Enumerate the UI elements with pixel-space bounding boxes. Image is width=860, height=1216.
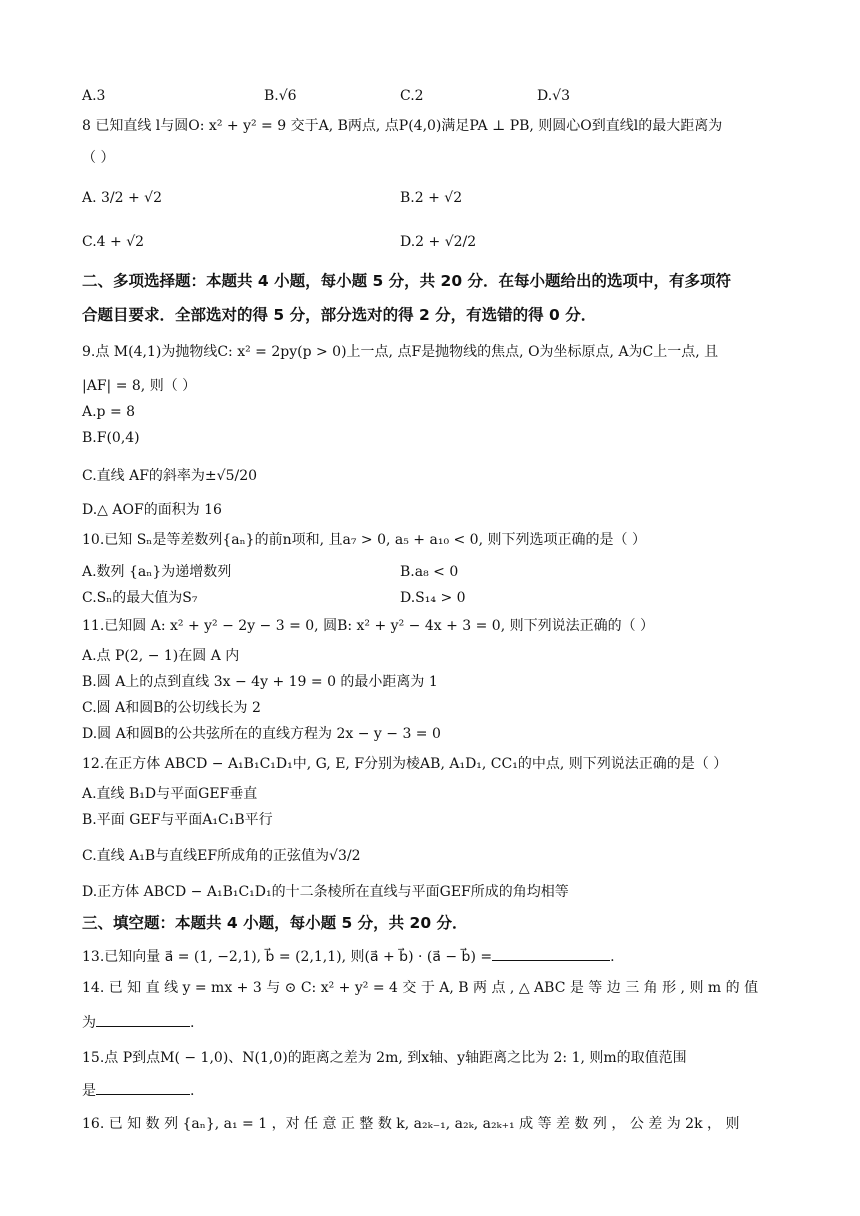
q7-option-c: C.2 (400, 88, 424, 104)
q8-option-b: B.2 + √2 (400, 190, 463, 206)
q12-option-a: A.直线 B₁D与平面GEF垂直 (82, 786, 258, 802)
section-3-heading: 三、填空题：本题共 4 小题，每小题 5 分，共 20 分． (82, 914, 468, 932)
q7-option-d: D.√3 (537, 88, 571, 104)
q14-answer-blank[interactable] (96, 1012, 190, 1027)
q14-period: . (190, 1015, 195, 1031)
q7-option-b: B.√6 (264, 88, 297, 104)
q9-option-a: A.p = 8 (82, 404, 136, 420)
q8-option-d: D.2 + √2/2 (400, 234, 477, 250)
q11-option-a: A.点 P(2, − 1)在圆 A 内 (82, 648, 240, 664)
q15-answer-blank[interactable] (96, 1080, 190, 1095)
q10-option-a: A.数列 {aₙ}为递增数列 (82, 564, 232, 580)
section-2-heading-cont: 合题目要求．全部选对的得 5 分，部分选对的得 2 分，有选错的得 0 分． (82, 306, 597, 324)
q13-stem (82, 946, 782, 967)
q10-option-b: B.a₈ < 0 (400, 564, 459, 580)
q12-option-d: D.正方体 ABCD − A₁B₁C₁D₁的十二条棱所在直线与平面GEF所成的角均相等 (82, 884, 569, 900)
q8-stem: 8 已知直线 l与圆O: x² + y² = 9 交于A, B两点, 点P(4,0)满足PA ⊥ PB, 则圆心O到直线l的最大距离为 (82, 118, 723, 134)
q13-text: 13.已知向量 a⃗ = (1, −2,1), b⃗ = (2,1,1), 则(a⃗ + b⃗) · (a⃗ − b⃗) = (82, 949, 493, 965)
q8-option-c: C.4 + √2 (82, 234, 145, 250)
q11-option-b: B.圆 A上的点到直线 3x − 4y + 19 = 0 的最小距离为 1 (82, 674, 438, 690)
q14-text: 为 (82, 1015, 96, 1031)
q11-option-c: C.圆 A和圆B的公切线长为 2 (82, 700, 261, 716)
q12-option-c: C.直线 A₁B与直线EF所成角的正弦值为√3/2 (82, 848, 361, 864)
q15-text: 是 (82, 1083, 96, 1099)
q12-stem: 12.在正方体 ABCD − A₁B₁C₁D₁中, G, E, F分别为棱AB, A₁D₁, CC₁的中点, 则下列说法正确的是（ ） (82, 756, 728, 772)
q9-stem-cont: |AF| = 8, 则（ ） (82, 378, 197, 394)
q9-option-b: B.F(0,4) (82, 430, 140, 446)
q11-stem: 11.已知圆 A: x² + y² − 2y − 3 = 0, 圆B: x² + y² − 4x + 3 = 0, 则下列说法正确的（ ） (82, 618, 655, 634)
q8-option-a: A. 3/2 + √2 (82, 190, 163, 206)
q11-option-d: D.圆 A和圆B的公共弦所在的直线方程为 2x − y − 3 = 0 (82, 726, 441, 742)
q13-answer-blank[interactable] (492, 946, 610, 961)
q9-option-d: D.△ AOF的面积为 16 (82, 502, 222, 518)
q14-stem: 14. 已 知 直 线 y = mx + 3 与 ⊙ C: x² + y² = 4 交 于 A, B 两 点 , △ ABC 是 等 边 三 角 形 , 则 m 的 值 (82, 980, 759, 996)
q7-option-a: A.3 (82, 88, 106, 104)
q15-stem-cont (82, 1080, 782, 1101)
q10-stem: 10.已知 Sₙ是等差数列{aₙ}的前n项和, 且a₇ > 0, a₅ + a₁₀ < 0, 则下列选项正确的是（ ） (82, 532, 646, 548)
q12-option-b: B.平面 GEF与平面A₁C₁B平行 (82, 812, 273, 828)
q8-stem-paren: （ ） (82, 150, 115, 166)
q10-option-c: C.Sₙ的最大值为S₇ (82, 590, 198, 606)
q14-stem-cont (82, 1012, 782, 1033)
q10-option-d: D.S₁₄ > 0 (400, 590, 466, 606)
q9-stem: 9.点 M(4,1)为抛物线C: x² = 2py(p > 0)上一点, 点F是抛物线的焦点, O为坐标原点, A为C上一点, 且 (82, 344, 719, 360)
q15-period: . (190, 1083, 195, 1099)
section-2-heading: 二、多项选择题：本题共 4 小题，每小题 5 分，共 20 分．在每小题给出的选项中，有多项符 (82, 272, 732, 290)
q13-period: . (610, 949, 615, 965)
q15-stem: 15.点 P到点M( − 1,0)、N(1,0)的距离之差为 2m, 到x轴、y轴距离之比为 2: 1, 则m的取值范围 (82, 1050, 687, 1066)
q16-stem: 16. 已 知 数 列 {aₙ}, a₁ = 1 ，对 任 意 正 整 数 k, a₂ₖ₋₁, a₂ₖ, a₂ₖ₊₁ 成 等 差 数 列 ， 公 差 为 2k ， 则 (82, 1116, 740, 1132)
q9-option-c: C.直线 AF的斜率为±√5/20 (82, 468, 258, 484)
